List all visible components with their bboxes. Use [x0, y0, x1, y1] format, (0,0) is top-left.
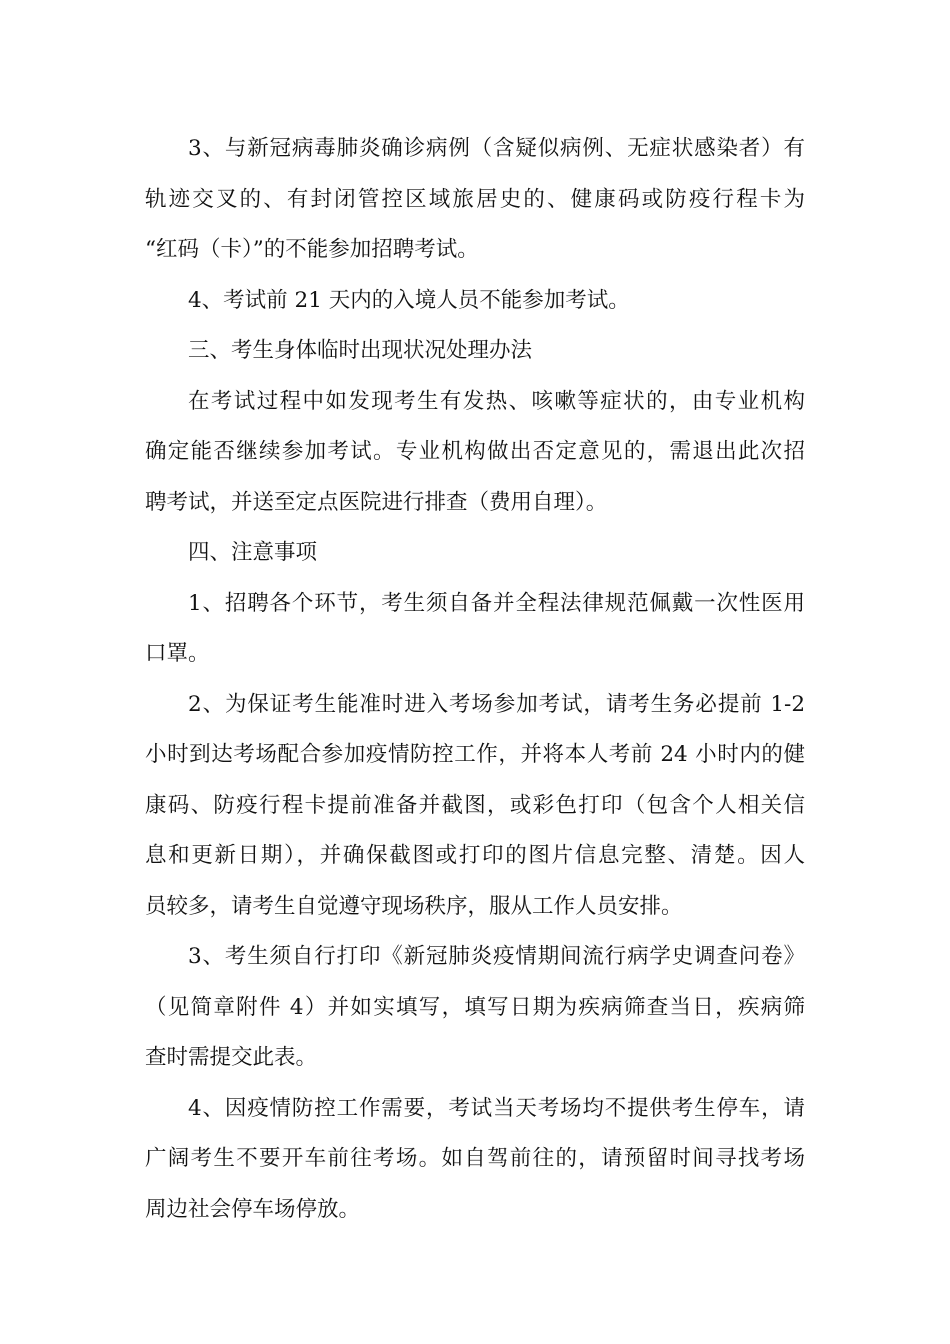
paragraph-line: 员较多，请考生自觉遵守现场秩序，服从工作人员安排。 [145, 893, 683, 919]
paragraph-line: 4、考试前 21 天内的入境人员不能参加考试。 [188, 287, 630, 313]
paragraph-line: 小时到达考场配合参加疫情防控工作，并将本人考前 24 小时内的健 [145, 742, 805, 767]
section-heading: 三、考生身体临时出现状况处理办法 [188, 338, 533, 363]
section-heading-3 [145, 326, 805, 377]
paragraph-line: 聘考试，并送至定点医院进行排查（费用自理）。 [145, 489, 608, 515]
section-heading: 四、注意事项 [188, 540, 318, 565]
paragraph-line: 查时需提交此表。 [145, 1045, 318, 1070]
paragraph-line: 4、因疫情防控工作需要，考试当天考场均不提供考生停车，请 [188, 1095, 805, 1121]
document-body [145, 124, 805, 1235]
paragraph-line: 1、招聘各个环节，考生须自备并全程法律规范佩戴一次性医用 [188, 590, 805, 616]
paragraph-symptom-handling [145, 377, 805, 529]
notice-item-2-arrival [145, 680, 805, 933]
paragraph-line: 口罩。 [145, 641, 210, 666]
paragraph-item-3-health-code [145, 124, 805, 276]
paragraph-line: 广阔考生不要开车前往考场。如自驾前往的，请预留时间寻找考场 [145, 1146, 805, 1171]
paragraph-line: 在考试过程中如发现考生有发热、咳嗽等症状的，由专业机构 [188, 388, 805, 414]
paragraph-line: 2、为保证考生能准时进入考场参加考试，请考生务必提前 1-2 [188, 691, 805, 717]
notice-item-1-mask [145, 579, 805, 680]
paragraph-line: “红码（卡）”的不能参加招聘考试。 [145, 237, 479, 262]
section-heading-4 [145, 528, 805, 579]
paragraph-line: （见简章附件 4）并如实填写，填写日期为疾病筛查当日，疾病筛 [145, 994, 805, 1020]
paragraph-line: 轨迹交叉的、有封闭管控区域旅居史的、健康码或防疫行程卡为 [145, 186, 805, 212]
paragraph-line: 3、考生须自行打印《新冠肺炎疫情期间流行病学史调查问卷》 [188, 944, 805, 969]
paragraph-line: 确定能否继续参加考试。专业机构做出否定意见的，需退出此次招 [145, 439, 805, 464]
paragraph-line: 3、与新冠病毒肺炎确诊病例（含疑似病例、无症状感染者）有 [188, 136, 805, 161]
paragraph-line: 康码、防疫行程卡提前准备并截图，或彩色打印（包含个人相关信 [145, 792, 805, 818]
paragraph-item-4-inbound [145, 276, 805, 327]
paragraph-line: 周边社会停车场停放。 [145, 1196, 361, 1222]
paragraph-line: 息和更新日期），并确保截图或打印的图片信息完整、清楚。因人 [145, 843, 805, 868]
notice-item-3-questionnaire [145, 932, 805, 1084]
notice-item-4-parking [145, 1084, 805, 1236]
